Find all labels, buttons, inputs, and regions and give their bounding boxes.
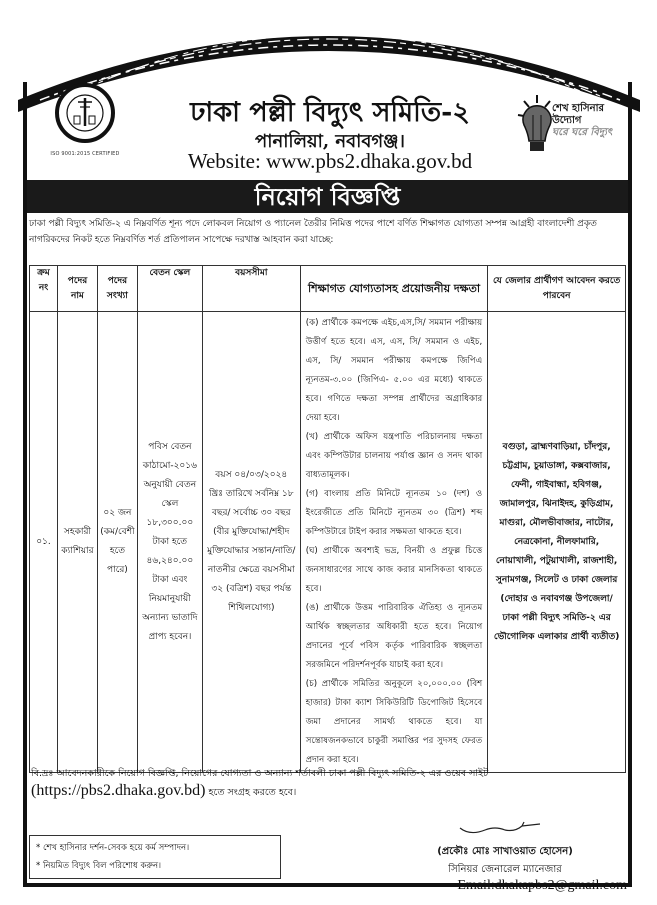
signatory-name: (প্রকৌঃ মোঃ সাখাওয়াত হোসেন) bbox=[437, 846, 573, 857]
qualification-item: (খ) প্রার্থীকে অফিস যন্ত্রপাতি পরিচালনায় দক্ষতা এবং কম্পিউটার চালনায় পর্যাপ্ত জ্ঞান ও সনদ থাকা বাধ্যতামূলক। bbox=[305, 432, 483, 480]
footnote-url-link[interactable]: (https://pbs2.dhaka.gov.bd) bbox=[31, 782, 206, 799]
header-eligible-districts: যে জেলার প্রার্থীগণ আবেদন করতে পারবেন bbox=[488, 266, 626, 312]
qualification-item: (ঘ) প্রার্থীকে অবশ্যই ভদ্র, বিনয়ী ও প্রফুল্ল চিত্তে জনসাধারণের সাথে কাজ করার মানসিকতা থাকতে হবে। bbox=[305, 546, 483, 594]
cell-serial: ০১. bbox=[30, 312, 58, 773]
organization-name: ঢাকা পল্লী বিদ্যুৎ সমিতি-২ bbox=[190, 97, 470, 128]
iso-certified-caption: ISO 9001:2015 CERTIFIED bbox=[50, 151, 120, 157]
footnote-text: বি.দ্রঃ আবেদনকারীকে নিয়োগ বিজ্ঞপ্তি, নিয়োগের যোগ্যতা ও অন্যান্য শর্তাবলী ঢাকা পল্লী বিদ্যুৎ সমিতি-২ এর ওয়েব সাইট bbox=[31, 768, 489, 779]
website-link[interactable]: Website: www.pbs2.dhaka.gov.bd bbox=[187, 149, 473, 173]
header-pay-scale: বেতন স্কেল bbox=[137, 266, 202, 312]
slogan-item: * নিয়মিত বিদ্যুৎ বিল পরিশোধ করুন। bbox=[36, 861, 162, 871]
slogan-line: উদ্যোগ bbox=[552, 115, 582, 126]
header-serial: ক্রম নং bbox=[30, 266, 58, 312]
cell-post-count: ০২ জন (কম/বেশী হতে পারে) bbox=[97, 312, 137, 773]
slogan-logo-text bbox=[552, 103, 632, 139]
organization-location: পানালিয়া, নবাবগঞ্জ। bbox=[255, 131, 405, 152]
qualification-item: (ক) প্রার্থীকে কমপক্ষে এইচ,এস,সি/ সমমান পরীক্ষায় উত্তীর্ণ হতে হবে। এস, এস, সি/ সমমান ও এইচ, এস, সি/ সমমান পরীক্ষায় কমপক্ষে জিপিএ ন্যূনতম-৩.০০ (জিপিএ- ৫.০০ এর মধ্যে) থাকতে হবে। গণিতে দক্ষতা সম্পন্ন প্রার্থীদের অগ্রাধিকার দেয়া হবে। bbox=[305, 318, 483, 423]
slogan-item: * শেখ হাসিনার দর্শন-সেবক হয়ে কর্ম সম্পাদন। bbox=[36, 843, 190, 853]
cell-post-name: সহকারী ক্যাশিয়ার bbox=[57, 312, 97, 773]
pbs-seal-logo bbox=[55, 82, 115, 144]
header-post-count: পদের সংখ্যা bbox=[97, 266, 137, 312]
qualification-item: (ঙ) প্রার্থীকে উত্তম পারিবারিক ঐতিহ্য ও ন্যূনতম আর্থিক স্বচ্ছলতার অধিকারী হতে হবে। নিয়োগ প্রদানের পূর্বে পবিস কর্তৃক পারিবারিক স্বচ্ছলতা সরজমিনে পরিদর্শনপূর্বক যাচাই করা হবে। bbox=[305, 603, 483, 670]
handwritten-signature bbox=[450, 818, 550, 838]
header-post-name: পদের নাম bbox=[57, 266, 97, 312]
footnote bbox=[31, 765, 626, 801]
cell-pay-scale: পবিস বেতন কাঠামো-২০১৬ অনুযায়ী বেতন স্কেল ১৮,৩০০.০০ টাকা হতে ৪৬,২৪০.০০ টাকা এবং নিয়মানুযায়ী অন্যান্য ভাতাদি প্রাপ্য হবেন। bbox=[137, 312, 202, 773]
notice-title: নিয়োগ বিজ্ঞপ্তি bbox=[27, 180, 628, 213]
cell-age-limit: বয়স ০৪/০৩/২০২৪ খ্রিঃ তারিখে সর্বনিম্ন ১৮ বছর/ সর্বোচ্চ ৩০ বছর (বীর মুক্তিযোদ্ধা/শহীদ মুক্তিযোদ্ধার সন্তান/নাতি/নাতনীর ক্ষেত্রে বয়সসীমা ৩২ (বত্রিশ) বছর পর্যন্ত শিথিলযোগ্য) bbox=[202, 312, 300, 773]
signatory-title: সিনিয়র জেনারেল ম্যানেজার bbox=[448, 864, 562, 875]
intro-paragraph: ঢাকা পল্লী বিদ্যুৎ সমিতি-২ এ নিম্নবর্ণিত শূন্য পদে লোকবল নিয়োগ ও প্যানেল তৈরীর নিমিত্ত পদের পাশে বর্ণিত শিক্ষাগত যোগ্যতা সম্পন্ন আগ্রহী বাংলাদেশী প্রকৃত নাগরিকদের নিকট হতে নিম্নবর্ণিত শর্ত প্রতিপালন সাপেক্ষে দরখাস্ত আহবান করা যাচ্ছে: bbox=[29, 219, 597, 245]
header-age-limit: বয়সসীমা bbox=[202, 266, 300, 312]
contact-email-link[interactable]: Email:dhakapbs2@gmail.com bbox=[457, 878, 627, 893]
cell-eligible-districts: বগুড়া, ব্রাহ্মণবাড়িয়া, চাঁদপুর, চট্টগ্রাম, চুয়াডাঙ্গা, কক্সবাজার, ফেনী, গাইবান্ধা, হবিগঞ্জ, জামালপুর, ঝিনাইদহ, কুড়িগ্রাম, মাগুরা, মৌলভীবাজার, নাটোর, নেত্রকোনা, নীলফামারি, নোয়াখালী, পটুয়াখালী, রাজশাহী, সুনামগঞ্জ, সিলেট ও ঢাকা জেলার (দোহার ও নবাবগঞ্জ উপজেলা/ঢাকা পল্লী বিদ্যুৎ সমিতি-২ এর ভৌগোলিক এলাকার প্রার্থী ব্যতীত) bbox=[488, 312, 626, 773]
cell-qualifications bbox=[300, 312, 488, 773]
slogan-box bbox=[29, 835, 281, 879]
table-row bbox=[30, 312, 626, 773]
header-qualifications: শিক্ষাগত যোগ্যতাসহ প্রয়োজনীয় দক্ষতা bbox=[300, 266, 488, 312]
qualification-item: (গ) বাংলায় প্রতি মিনিটে ন্যূনতম ১০ (দশ) ও ইংরেজীতে প্রতি মিনিটে ন্যূনতম ৩০ (ত্রিশ) শব্দ কম্পিউটারে টাইপ করার সক্ষমতা থাকতে হবে। bbox=[305, 489, 483, 537]
vacancy-table bbox=[29, 265, 626, 773]
qualification-item: (চ) প্রার্থীকে সমিতির অনুকূলে ২০,০০০.০০ (বিশ হাজার) টাকা ক্যাশ সিকিউরিটি ডিপোজিট হিসেবে জমা প্রদানের সামর্থ্য থাকতে হবে। যা সন্তোষজনকভাবে চাকুরী সমাপ্তির পর সুদসহ ফেরত প্রদান করা হবে। bbox=[305, 679, 483, 765]
table-header-row bbox=[30, 266, 626, 312]
footnote-suffix: হতে সংগ্রহ করতে হবে। bbox=[208, 787, 297, 798]
slogan-line: ঘরে ঘরে বিদ্যুৎ bbox=[552, 127, 613, 138]
slogan-line: শেখ হাসিনার bbox=[552, 103, 605, 114]
